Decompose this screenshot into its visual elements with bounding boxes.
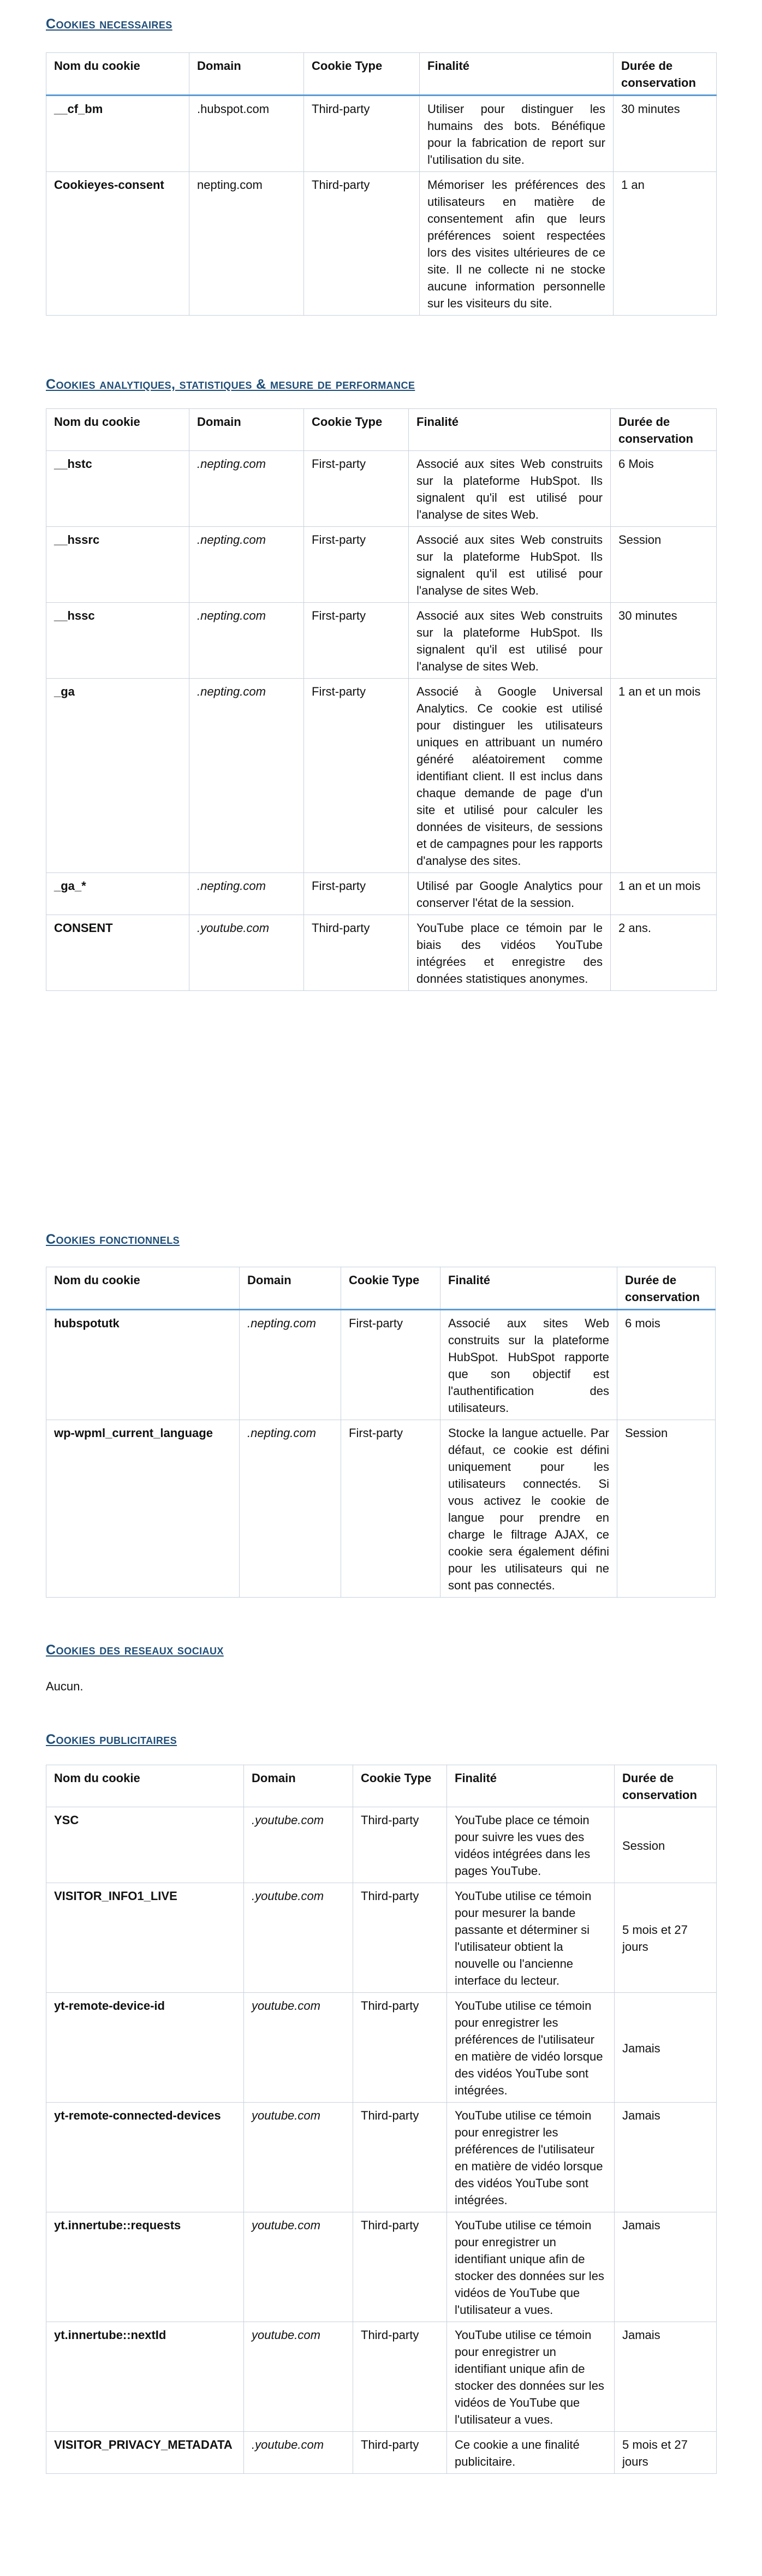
cookie-name: yt-remote-device-id <box>46 1993 244 2103</box>
cookie-domain: .youtube.com <box>244 2432 353 2474</box>
header-name: Nom du cookie <box>46 1765 244 1807</box>
cookie-type: Third-party <box>353 1807 447 1883</box>
cookie-duration: 5 mois et 27 jours <box>615 2432 717 2474</box>
cookie-purpose: Associé aux sites Web construits sur la plateforme HubSpot. Ils signalent qu'il est utilisé pour l'analyse de sites Web. <box>409 451 611 527</box>
table-row <box>46 1993 717 2103</box>
header-purpose: Finalité <box>440 1267 617 1310</box>
cookie-domain: .nepting.com <box>189 873 304 915</box>
header-duration: Durée de conservation <box>614 53 717 96</box>
table-row <box>46 2432 717 2474</box>
social-none-text: Aucun. <box>46 1679 84 1693</box>
cookie-name: wp-wpml_current_language <box>46 1420 240 1598</box>
table-row <box>46 915 717 991</box>
cookie-name: __hstc <box>46 451 189 527</box>
header-type: Cookie Type <box>304 409 409 451</box>
cookie-type: Third-party <box>353 1883 447 1993</box>
cookie-duration: Jamais <box>615 1993 717 2103</box>
cookie-domain: .nepting.com <box>189 603 304 679</box>
cookie-type: First-party <box>304 451 409 527</box>
header-duration: Durée de conservation <box>615 1765 717 1807</box>
cookie-table-analytics <box>46 408 717 991</box>
table-header-row <box>46 1765 717 1807</box>
cookie-type: Third-party <box>353 2212 447 2322</box>
table-row <box>46 451 717 527</box>
cookie-type: First-party <box>341 1420 440 1598</box>
table-row <box>46 1883 717 1993</box>
header-purpose: Finalité <box>420 53 614 96</box>
table-row <box>46 1310 716 1420</box>
cookie-purpose: YouTube place ce témoin pour suivre les vues des vidéos intégrées dans les pages YouTube. <box>447 1807 615 1883</box>
table-row <box>46 1420 716 1598</box>
cookie-purpose: Associé aux sites Web construits sur la plateforme HubSpot. HubSpot rapporte que son objectif est l'authentification des utilisateurs. <box>440 1310 617 1420</box>
table-row <box>46 1807 717 1883</box>
header-domain: Domain <box>240 1267 341 1310</box>
table-row <box>46 2103 717 2212</box>
cookie-duration: Jamais <box>615 2212 717 2322</box>
cookie-duration: 5 mois et 27 jours <box>615 1883 717 1993</box>
header-domain: Domain <box>189 53 304 96</box>
cookie-name: VISITOR_PRIVACY_METADATA <box>46 2432 244 2474</box>
cookie-purpose: YouTube utilise ce témoin pour enregistrer un identifiant unique afin de stocker des données sur les vidéos de YouTube que l'utilisateur a vues. <box>447 2212 615 2322</box>
header-type: Cookie Type <box>341 1267 440 1310</box>
cookie-duration: Jamais <box>615 2103 717 2212</box>
cookie-name: _ga_* <box>46 873 189 915</box>
cookie-name: VISITOR_INFO1_LIVE <box>46 1883 244 1993</box>
cookie-duration: Session <box>617 1420 716 1598</box>
cookie-type: Third-party <box>304 915 409 991</box>
cookie-duration: 6 Mois <box>611 451 717 527</box>
cookie-domain: .nepting.com <box>240 1420 341 1598</box>
cookie-table-necessary <box>46 52 717 316</box>
cookie-duration: 2 ans. <box>611 915 717 991</box>
cookie-name: yt.innertube::nextId <box>46 2322 244 2432</box>
cookie-duration: 1 an et un mois <box>611 873 717 915</box>
header-type: Cookie Type <box>353 1765 447 1807</box>
header-purpose: Finalité <box>447 1765 615 1807</box>
cookie-domain: youtube.com <box>244 2212 353 2322</box>
table-header-row <box>46 1267 716 1310</box>
table-row <box>46 96 717 172</box>
table-row <box>46 873 717 915</box>
cookie-type: First-party <box>341 1310 440 1420</box>
cookie-purpose: Ce cookie a une finalité publicitaire. <box>447 2432 615 2474</box>
cookie-name: yt-remote-connected-devices <box>46 2103 244 2212</box>
cookie-purpose: Stocke la langue actuelle. Par défaut, ce cookie est défini uniquement pour les utilisateurs connectés. Si vous activez le cookie de langue pour prendre en charge le filtrage AJAX, ce cookie sera également défini pour les utilisateurs qui ne sont pas connectés. <box>440 1420 617 1598</box>
section-heading-necessary: Cookies necessaires <box>46 16 172 32</box>
cookie-purpose: Associé aux sites Web construits sur la plateforme HubSpot. Ils signalent qu'il est utilisé pour l'analyse de sites Web. <box>409 603 611 679</box>
cookie-purpose: Mémoriser les préférences des utilisateurs en matière de consentement afin que leurs préférences soient respectées lors des visites ultérieures de ce site. Il ne collecte ni ne stocke aucune information personnelle sur les visiteurs du site. <box>420 172 614 316</box>
cookie-name: YSC <box>46 1807 244 1883</box>
cookie-type: Third-party <box>353 2432 447 2474</box>
table-row <box>46 2212 717 2322</box>
header-duration: Durée de conservation <box>617 1267 716 1310</box>
cookie-domain: .youtube.com <box>244 1883 353 1993</box>
cookie-type: Third-party <box>353 2322 447 2432</box>
cookie-name: __cf_bm <box>46 96 189 172</box>
cookie-duration: Jamais <box>615 2322 717 2432</box>
cookie-domain: .nepting.com <box>189 527 304 603</box>
cookie-table-functional <box>46 1267 716 1598</box>
table-row <box>46 603 717 679</box>
cookie-type: Third-party <box>304 172 420 316</box>
cookie-type: First-party <box>304 679 409 873</box>
table-row <box>46 172 717 316</box>
cookie-domain: youtube.com <box>244 2322 353 2432</box>
header-purpose: Finalité <box>409 409 611 451</box>
cookie-type: Third-party <box>353 2103 447 2212</box>
cookie-purpose: Utilisé par Google Analytics pour conserver l'état de la session. <box>409 873 611 915</box>
header-type: Cookie Type <box>304 53 420 96</box>
cookie-duration: 30 minutes <box>611 603 717 679</box>
cookie-domain: .nepting.com <box>189 679 304 873</box>
header-name: Nom du cookie <box>46 409 189 451</box>
header-domain: Domain <box>189 409 304 451</box>
cookie-name: yt.innertube::requests <box>46 2212 244 2322</box>
section-heading-advertising: Cookies publicitaires <box>46 1732 177 1747</box>
cookie-domain: nepting.com <box>189 172 304 316</box>
cookie-domain: .nepting.com <box>189 451 304 527</box>
cookie-duration: 30 minutes <box>614 96 717 172</box>
cookie-name: hubspotutk <box>46 1310 240 1420</box>
table-row <box>46 679 717 873</box>
cookie-purpose: YouTube utilise ce témoin pour enregistrer les préférences de l'utilisateur en matière de vidéo lorsque des vidéos YouTube sont intégrées. <box>447 1993 615 2103</box>
cookie-purpose: YouTube utilise ce témoin pour mesurer la bande passante et déterminer si l'utilisateur obtient la nouvelle ou l'ancienne interface du lecteur. <box>447 1883 615 1993</box>
cookie-duration: 1 an et un mois <box>611 679 717 873</box>
cookie-duration: Session <box>611 527 717 603</box>
section-heading-social: Cookies des reseaux sociaux <box>46 1642 224 1658</box>
cookie-name: __hssrc <box>46 527 189 603</box>
cookie-type: Third-party <box>304 96 420 172</box>
cookie-domain: youtube.com <box>244 2103 353 2212</box>
cookie-domain: .youtube.com <box>244 1807 353 1883</box>
cookie-domain: .youtube.com <box>189 915 304 991</box>
table-row <box>46 2322 717 2432</box>
cookie-purpose: Associé aux sites Web construits sur la plateforme HubSpot. Ils signalent qu'il est utilisé pour l'analyse de sites Web. <box>409 527 611 603</box>
cookie-purpose: Utiliser pour distinguer les humains des bots. Bénéfique pour la fabrication de report sur l'utilisation du site. <box>420 96 614 172</box>
header-name: Nom du cookie <box>46 1267 240 1310</box>
cookie-domain: .nepting.com <box>240 1310 341 1420</box>
cookie-duration: 1 an <box>614 172 717 316</box>
cookie-purpose: YouTube utilise ce témoin pour enregistrer un identifiant unique afin de stocker des données sur les vidéos de YouTube que l'utilisateur a vues. <box>447 2322 615 2432</box>
table-header-row <box>46 409 717 451</box>
section-heading-functional: Cookies fonctionnels <box>46 1232 180 1247</box>
header-duration: Durée de conservation <box>611 409 717 451</box>
cookie-type: First-party <box>304 873 409 915</box>
cookie-purpose: Associé à Google Universal Analytics. Ce cookie est utilisé pour distinguer les utilisateurs uniques en attribuant un numéro généré aléatoirement comme identifiant client. Il est inclus dans chaque demande de page d'un site et utilisé pour calculer les données de visiteurs, de sessions et de campagnes pour les rapports d'analyse des sites. <box>409 679 611 873</box>
cookie-duration: Session <box>615 1807 717 1883</box>
header-domain: Domain <box>244 1765 353 1807</box>
cookie-domain: .hubspot.com <box>189 96 304 172</box>
cookie-name: _ga <box>46 679 189 873</box>
header-name: Nom du cookie <box>46 53 189 96</box>
cookie-table-advertising <box>46 1765 717 2474</box>
cookie-purpose: YouTube utilise ce témoin pour enregistrer les préférences de l'utilisateur en matière de vidéo lorsque des vidéos YouTube sont intégrées. <box>447 2103 615 2212</box>
cookie-name: CONSENT <box>46 915 189 991</box>
cookie-purpose: YouTube place ce témoin par le biais des vidéos YouTube intégrées et enregistre des données statistiques anonymes. <box>409 915 611 991</box>
cookie-type: First-party <box>304 527 409 603</box>
cookie-duration: 6 mois <box>617 1310 716 1420</box>
cookie-domain: youtube.com <box>244 1993 353 2103</box>
cookie-type: Third-party <box>353 1993 447 2103</box>
table-header-row <box>46 53 717 96</box>
cookie-type: First-party <box>304 603 409 679</box>
cookie-name: Cookieyes-consent <box>46 172 189 316</box>
cookie-name: __hssc <box>46 603 189 679</box>
table-row <box>46 527 717 603</box>
section-heading-analytics: Cookies analytiques, statistiques & mesure de performance <box>46 377 415 392</box>
